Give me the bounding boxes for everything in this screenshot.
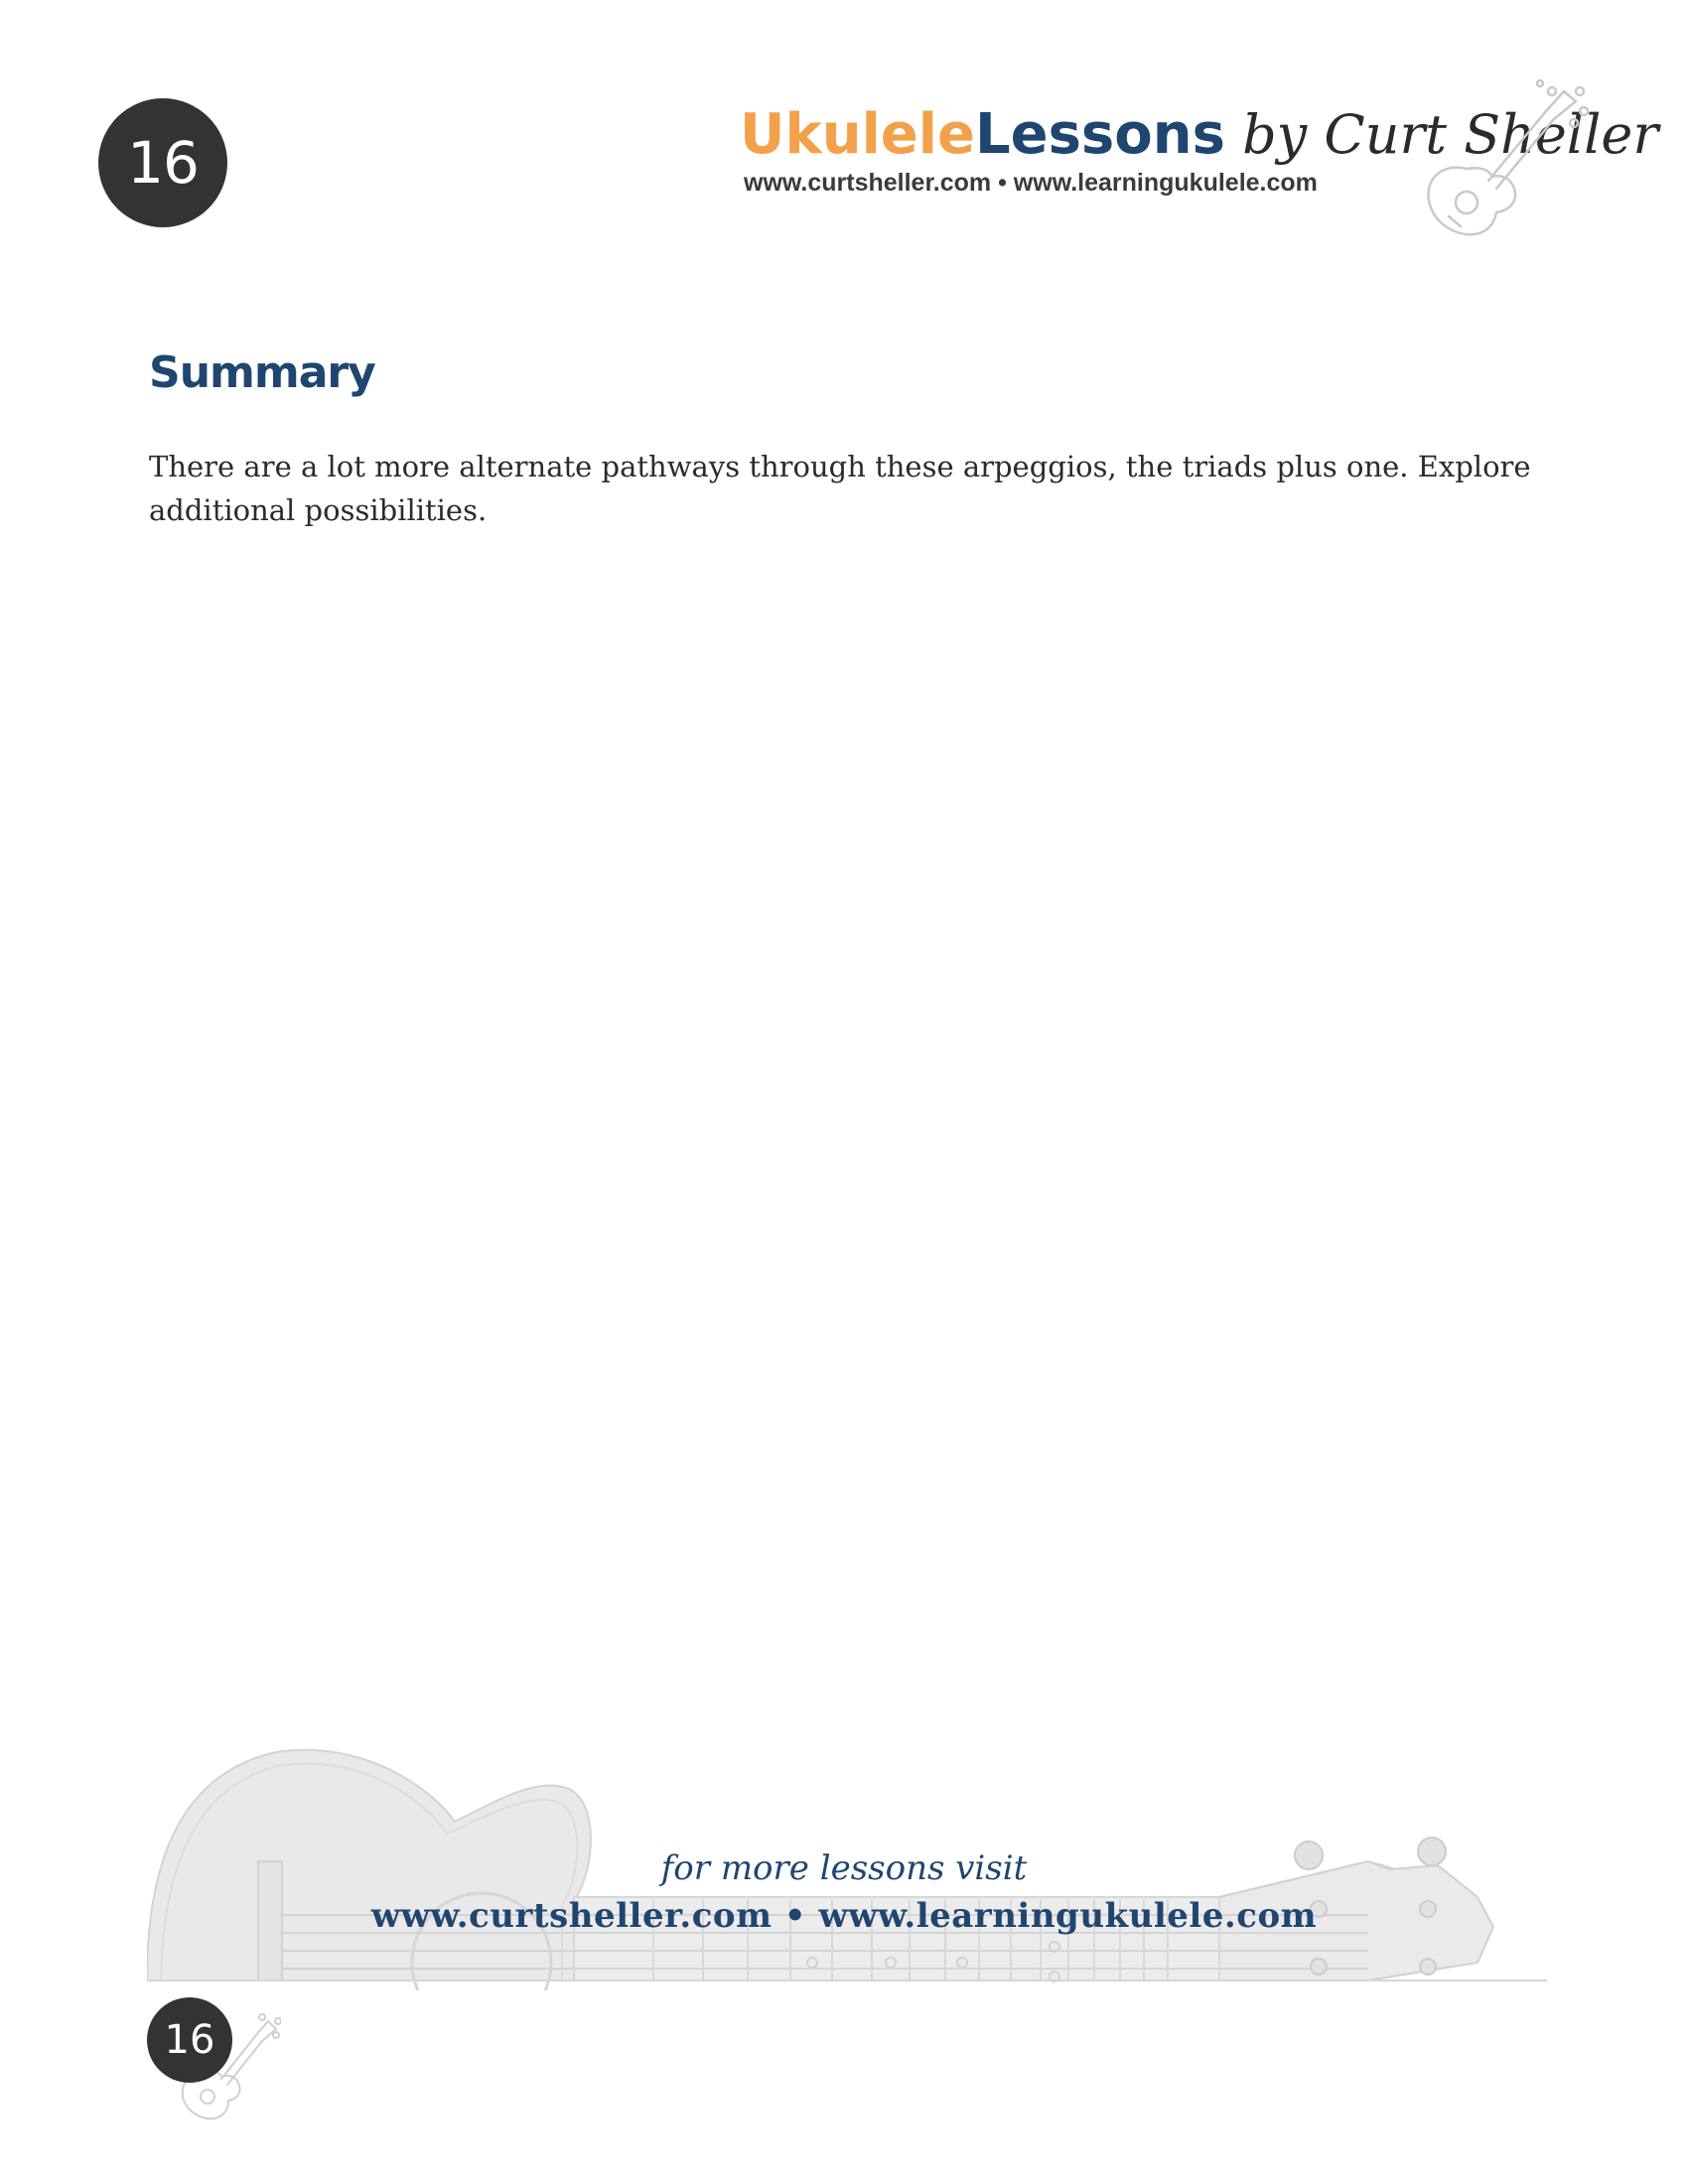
brand-author: by Curt Sheller bbox=[1224, 103, 1659, 166]
page-number: 16 bbox=[127, 129, 199, 197]
ukulele-icon bbox=[1415, 77, 1594, 251]
header-urls: www.curtsheller.com • www.learningukulele.com bbox=[744, 169, 1318, 197]
footer-cta: for more lessons visit bbox=[660, 1848, 1028, 1888]
page-number-badge-footer bbox=[147, 1997, 232, 2083]
page-number-footer: 16 bbox=[164, 2017, 215, 2063]
body-paragraph: There are a lot more alternate pathways through these arpeggios, the triads plus one. Explore additional possibilities. bbox=[149, 450, 1531, 527]
page-number-badge bbox=[98, 98, 227, 227]
brand-ukulele: Ukulele bbox=[740, 102, 975, 167]
ukulele-illustration bbox=[147, 1703, 1547, 1990]
footer-urls: www.curtsheller.com • www.learningukulele.com bbox=[370, 1896, 1318, 1936]
section-heading: Summary bbox=[149, 347, 375, 398]
brand-lessons: Lessons bbox=[974, 102, 1225, 167]
